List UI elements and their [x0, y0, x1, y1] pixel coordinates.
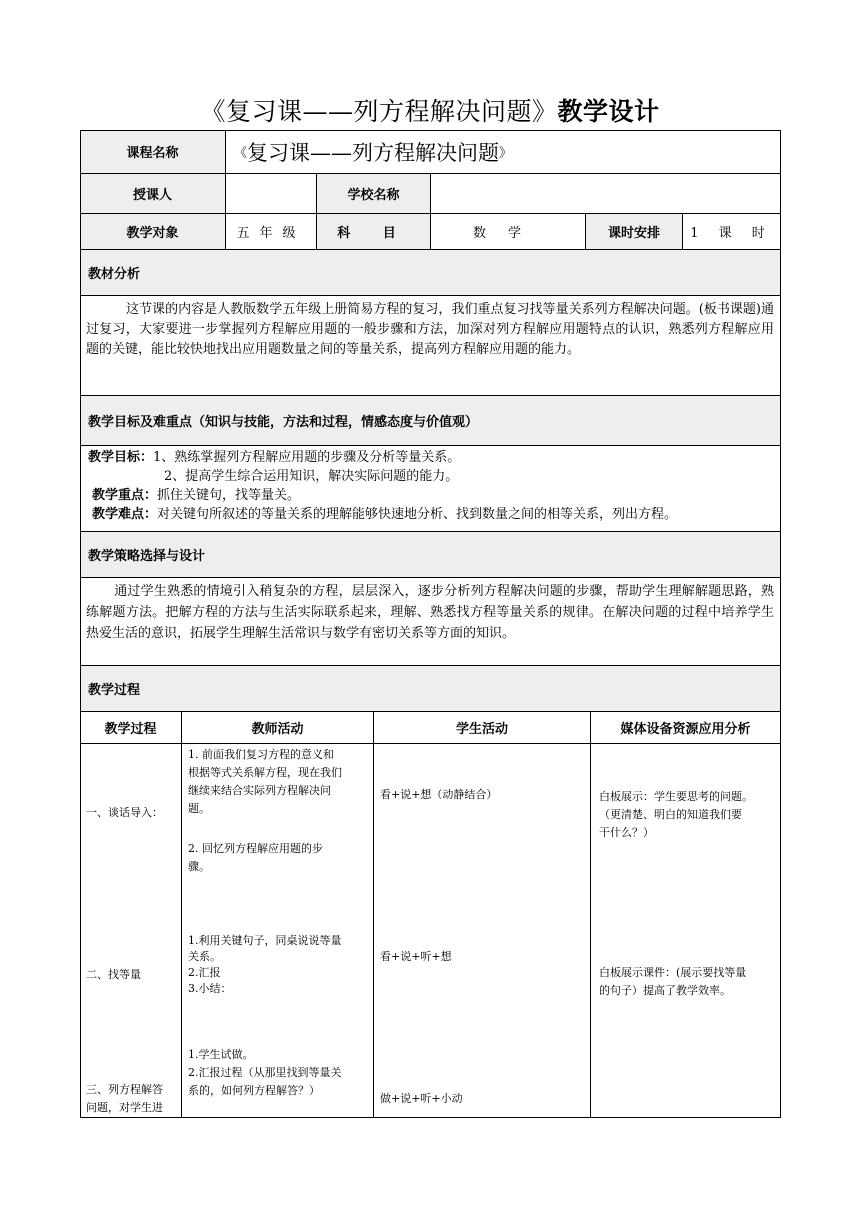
course-name-label: 课程名称	[80, 130, 226, 174]
column-header-teacher: 教师活动	[182, 712, 374, 744]
stage-column	[80, 744, 182, 1118]
media-note-2-line-2: 的句子）提高了教学效率。	[599, 984, 731, 997]
media-note-1-line-2: （更清楚、明白的知道我们要	[599, 808, 742, 821]
school-value	[431, 174, 781, 214]
teacher-solve-line-3: 系的，如何列方程解答？）	[188, 1084, 320, 1097]
hours-value: 1 课 时	[683, 214, 781, 250]
analysis-text: 这节课的内容是人教版数学五年级上册简易方程的复习，我们重点复习找等量关系列方程解决问题。(板书课题)通过复习，大家要进一步掌握列方程解应用题的一般步骤和方法，加深对列方程解应用题特点的认识，熟悉列方程解应用题的关键，能比较快地找出应用题数量之间的等量关系，提高列方程解应用题的能力。	[80, 296, 781, 396]
target-value: 五年级	[226, 214, 317, 250]
column-header-student: 学生活动	[374, 712, 591, 744]
media-analysis-column	[591, 744, 781, 1118]
teacher-step-1-line-2: 根据等式关系解方程，现在我们	[188, 766, 342, 779]
column-header-media: 媒体设备资源应用分析	[591, 712, 781, 744]
media-note-1-line-1: 白板展示：学生要思考的问题。	[599, 790, 753, 803]
difficulty-line: 教学难点：对关键句所叙述的等量关系的理解能够快速地分析、找到数量之间的相等关系，列出方程。	[92, 507, 678, 522]
teacher-step-2-line-1: 2. 回忆列方程解应用题的步	[188, 842, 323, 855]
teacher-step-1-line-1: 1. 前面我们复习方程的意义和	[188, 748, 334, 761]
target-label: 教学对象	[80, 214, 226, 250]
teacher-find-line-2: 关系。	[188, 950, 221, 963]
student-activity-2: 看+说+听+想	[380, 950, 452, 963]
teacher-solve-line-1: 1.学生试做。	[188, 1048, 254, 1061]
teacher-step-2-line-2: 骤。	[188, 860, 210, 873]
document-title: 《复习课——列方程解决问题》教学设计	[200, 97, 660, 126]
teacher-activity-column	[182, 744, 374, 1118]
analysis-heading: 教材分析	[80, 250, 781, 296]
student-activity-column	[374, 744, 591, 1118]
lesson-plan-table	[80, 130, 781, 1118]
teacher-step-1-line-3: 继续来结合实际列方程解决问	[188, 784, 331, 797]
student-activity-1: 看+说+想（动静结合）	[380, 788, 498, 801]
teacher-value	[226, 174, 317, 214]
teacher-find-line-3: 2.汇报	[188, 966, 221, 979]
hours-label: 课时安排	[586, 214, 683, 250]
teacher-solve-line-2: 2.汇报过程（从那里找到等量关	[188, 1066, 342, 1079]
goal-line-1: 教学目标：1、熟练掌握列方程解应用题的步骤及分析等量关系。	[88, 450, 461, 465]
stage-1: 一、谈话导入：	[86, 806, 163, 819]
stage-2: 二、找等量	[86, 968, 141, 981]
teacher-find-line-4: 3.小结：	[188, 982, 232, 995]
course-name-value: 《 复习课——列方程解决问题 》	[226, 130, 781, 174]
teacher-step-1-line-4: 题。	[188, 802, 210, 815]
subject-value: 数学	[431, 214, 586, 250]
goal-line-2: 2、提高学生综合运用知识，解决实际问题的能力。	[164, 469, 459, 484]
process-heading: 教学过程	[80, 666, 781, 712]
media-note-1-line-3: 干什么？）	[599, 826, 654, 839]
stage-3-line-1: 三、列方程解答	[86, 1083, 163, 1096]
student-activity-3: 做+说+听+小动	[380, 1092, 463, 1105]
objectives-content	[80, 446, 781, 532]
subject-label: 科 目	[317, 214, 431, 250]
school-label: 学校名称	[317, 174, 431, 214]
strategy-text: 通过学生熟悉的情境引入稍复杂的方程，层层深入，逐步分析列方程解决问题的步骤，帮助学生理解解题思路，熟练解题方法。把解方程的方法与生活实际联系起来，理解、熟悉找方程等量关系的规律。在解决问题的过程中培养学生热爱生活的意识，拓展学生理解生活常识与数学有密切关系等方面的知识。	[80, 578, 781, 666]
objectives-heading: 教学目标及难重点（知识与技能，方法和过程，情感态度与价值观）	[80, 396, 781, 446]
strategy-heading: 教学策略选择与设计	[80, 532, 781, 578]
media-note-2-line-1: 白板展示课件：(展示要找等量	[599, 966, 747, 979]
stage-3-line-2: 问题，对学生进	[86, 1101, 163, 1114]
teacher-find-line-1: 1.利用关键句子，同桌说说等量	[188, 934, 342, 947]
key-point-line: 教学重点：抓住关键句，找等量关。	[92, 488, 301, 503]
column-header-stage: 教学过程	[80, 712, 182, 744]
teacher-label: 授课人	[80, 174, 226, 214]
